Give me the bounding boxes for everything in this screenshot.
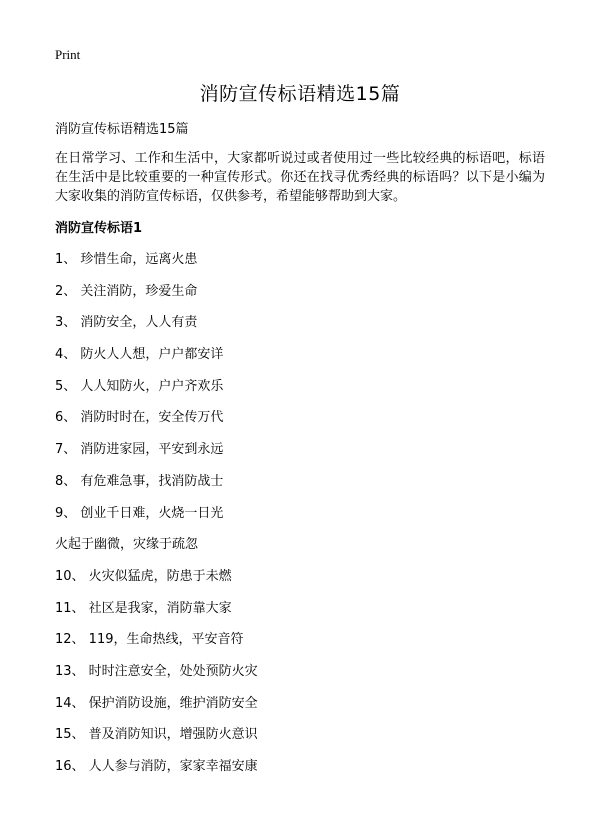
print-link[interactable]: Print <box>55 47 81 62</box>
article-subtitle: 消防宣传标语精选15篇 <box>55 122 189 137</box>
slogan-item: 12、 119，生命热线，平安音符 <box>55 632 244 648</box>
slogan-item: 11、 社区是我家，消防靠大家 <box>55 600 232 616</box>
slogan-item: 16、 人人参与消防，家家幸福安康 <box>55 759 258 774</box>
slogan-list <box>55 244 545 783</box>
slogan-item: 5、 人人知防火，户户齐欢乐 <box>55 378 224 394</box>
slogan-item: 2、 关注消防，珍爱生命 <box>55 283 198 299</box>
section-heading: 消防宣传标语1 <box>55 221 143 236</box>
slogan-item: 7、 消防进家园，平安到永远 <box>55 442 224 458</box>
slogan-item: 14、 保护消防设施，维护消防安全 <box>55 695 258 711</box>
slogan-item: 13、 时时注意安全，处处预防火灾 <box>55 663 258 679</box>
slogan-item: 4、 防火人人想，户户都安详 <box>55 347 224 363</box>
page-title: 消防宣传标语精选15篇 <box>199 83 401 105</box>
intro-paragraph: 在日常学习、工作和生活中，大家都听说过或者使用过一些比较经典的标语吧，标语在生活中是比较重要的一种宣传形式。你还在找寻优秀经典的标语吗？以下是小编为大家收集的消防宣传标语，仅供参考，希望能够帮助到大家。 <box>55 151 545 204</box>
slogan-item: 10、 火灾似猛虎，防患于未燃 <box>55 568 232 584</box>
slogan-item: 1、 珍惜生命，远离火患 <box>55 252 198 267</box>
slogan-item: 9、 创业千日难，火烧一日光 <box>55 505 224 521</box>
slogan-item: 6、 消防时时在，安全传万代 <box>55 410 224 426</box>
slogan-item: 3、 消防安全，人人有责 <box>55 315 198 331</box>
slogan-item: 15、 普及消防知识，增强防火意识 <box>55 727 258 743</box>
slogan-item: 火起于幽微，灾缘于疏忽 <box>55 537 199 553</box>
slogan-item: 8、 有危难急事，找消防战士 <box>55 473 224 489</box>
